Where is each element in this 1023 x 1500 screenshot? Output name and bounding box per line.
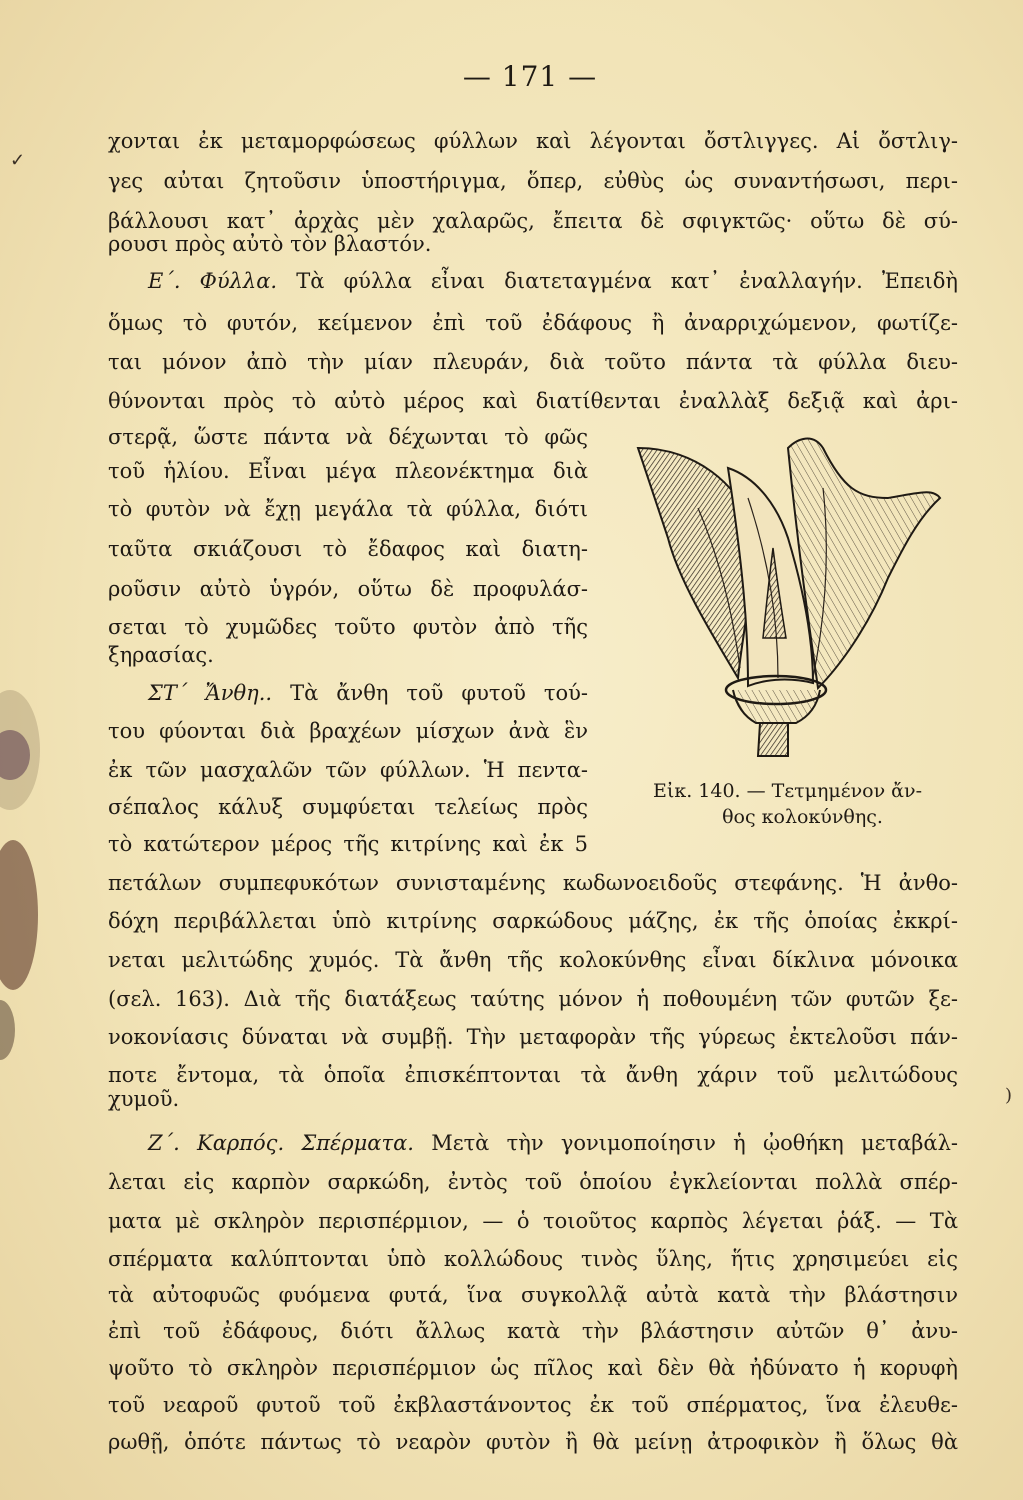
text-line: θύνονται πρὸς τὸ αὐτὸ μέρος καὶ διατίθενται ἐναλλὰξ δεξιᾷ καὶ ἀρι- [108, 389, 958, 413]
text-line: ἐκ τῶν μασχαλῶν τῶν φύλλων. Ἡ πεντα- [108, 758, 588, 782]
text-line: του φύονται διὰ βραχέων μίσχων ἀνὰ ἓν [108, 719, 588, 743]
text-line: τοῦ ἡλίου. Εἶναι μέγα πλεονέκτημα διὰ [108, 459, 588, 483]
caption-line: θος κολοκύνθης. [722, 806, 883, 828]
text-line: τὸ κατώτερον μέρος τῆς κιτρίνης καὶ ἐκ 5 [108, 832, 588, 856]
calyx-body [733, 690, 820, 723]
text-line: ταῦτα σκιάζουσι τὸ ἔδαφος καὶ διατη- [108, 537, 588, 561]
section-st-heading: ΣΤ΄ Ἄνθη.. [148, 681, 273, 705]
margin-mark: ) [1005, 1085, 1013, 1106]
text-line: ται μόνον ἀπὸ τὴν μίαν πλευράν, διὰ τοῦτο πάντα τὰ φύλλα διευ- [108, 350, 958, 374]
text-span: Τὰ ἄνθη τοῦ φυτοῦ τού- [290, 681, 588, 705]
page-number: — 171 — [462, 60, 598, 93]
text-line: τοῦ νεαροῦ φυτοῦ τοῦ ἐκβλαστάνοντος ἐκ τοῦ σπέρματος, ἵνα ἐλευθε- [108, 1393, 958, 1417]
text-line: δόχη περιβάλλεται ὑπὸ κιτρίνης σαρκώδους μάζης, ἐκ τῆς ὁποίας ἐκκρί- [108, 909, 958, 933]
text-line: σεται τὸ χυμῶδες τοῦτο φυτὸν ἀπὸ τῆς [108, 615, 588, 639]
stain-mark [0, 1000, 15, 1060]
text-line: χυμοῦ. [108, 1087, 180, 1111]
text-line: ψοῦτο τὸ σκληρὸν περισπέρμιον ὡς πῖλος καὶ δὲν θὰ ἠδύνατο ἡ κορυφὴ [108, 1356, 958, 1380]
text-line: στερᾷ, ὥστε πάντα νὰ δέχωνται τὸ φῶς [108, 425, 588, 449]
text-line: ρωθῇ, ὁπότε πάντως τὸ νεαρὸν φυτὸν ἢ θὰ μείνῃ ἀτροφικὸν ἢ ὅλως θὰ [108, 1430, 958, 1454]
text-span: Τὰ φύλλα εἶναι διατεταγμένα κατ᾽ ἐναλλαγήν. Ἐπειδὴ [296, 269, 958, 293]
text-line: ροῦσιν αὐτὸ ὑγρόν, οὕτω δὲ προφυλάσ- [108, 577, 588, 601]
text-line: χονται ἐκ μεταμορφώσεως φύλλων καὶ λέγονται ὄστλιγγες. Αἱ ὄστλιγ- [108, 129, 958, 153]
text-line: τὸ φυτὸν νὰ ἔχῃ μεγάλα τὰ φύλλα, διότι [108, 497, 588, 521]
text-line: ὅμως τὸ φυτόν, κείμενον ἐπὶ τοῦ ἐδάφους ἢ ἀναρριχώμενον, φωτίζε- [108, 311, 958, 335]
text-line: ματα μὲ σκληρὸν περισπέρμιον, — ὁ τοιοῦτος καρπὸς λέγεται ῥάξ. — Τὰ [108, 1209, 958, 1233]
section-st-first-line [148, 678, 588, 708]
stain-mark [0, 840, 38, 990]
text-line: (σελ. 163). Διὰ τῆς διατάξεως ταύτης μόνον ἡ ποθουμένη τῶν φυτῶν ξε- [108, 987, 958, 1011]
text-line: νεται μελιτώδης χυμός. Τὰ ἄνθη τῆς κολοκύνθης εἶναι δίκλινα μόνοικα [108, 948, 958, 972]
text-span: Μετὰ τὴν γονιμοποίησιν ἡ ᾠοθήκη μεταβάλ- [431, 1131, 958, 1155]
margin-mark: ✓ [10, 150, 26, 171]
section-e-heading: Ε΄. Φύλλα. [148, 269, 278, 293]
squash-flower-engraving [628, 428, 950, 758]
section-z-first-line [148, 1128, 958, 1158]
text-line: ρουσι πρὸς αὐτὸ τὸν βλαστόν. [108, 232, 432, 256]
text-line: ἐπὶ τοῦ ἐδάφους, διότι ἄλλως κατὰ τὴν βλάστησιν αὐτῶν θ᾽ ἀνυ- [108, 1319, 958, 1343]
text-line: λεται εἰς καρπὸν σαρκώδη, ἐντὸς τοῦ ὁποίου ἐγκλείονται πολλὰ σπέρ- [108, 1170, 958, 1194]
section-e-first-line [148, 266, 958, 296]
text-line: ποτε ἔντομα, τὰ ὁποῖα ἐπισκέπτονται τὰ ἄνθη χάριν τοῦ μελιτώδους [108, 1063, 958, 1087]
text-line: πετάλων συμπεφυκότων συνισταμένης κωδωνοειδοῦς στεφάνης. Ἡ ἀνθο- [108, 871, 958, 895]
text-line: νοκονίασις δύναται νὰ συμβῇ. Τὴν μεταφορὰν τῆς γύρεως ἐκτελοῦσι πάν- [108, 1025, 958, 1049]
text-line: βάλλουσι κατ᾽ ἀρχὰς μὲν χαλαρῶς, ἔπειτα δὲ σφιγκτῶς· οὕτω δὲ σύ- [108, 209, 958, 233]
text-line: γες αὐται ζητοῦσιν ὑποστήριγμα, ὅπερ, εὐθὺς ὡς συναντήσωσι, περι- [108, 169, 958, 193]
text-line: ξηρασίας. [108, 643, 214, 667]
text-line: σπέρματα καλύπτονται ὑπὸ κολλώδους τινὸς ὕλης, ἥτις χρησιμεύει εἰς [108, 1247, 958, 1271]
figure-caption [620, 778, 955, 830]
text-line: τὰ αὐτοφυῶς φυόμενα φυτά, ἵνα συγκολλᾷ αὐτὰ κατὰ τὴν βλάστησιν [108, 1283, 958, 1307]
text-line: σέπαλος κάλυξ συμφύεται τελείως πρὸς [108, 795, 588, 819]
flower-stalk [758, 723, 788, 756]
section-z-heading: Ζ΄. Καρπός. Σπέρματα. [148, 1131, 414, 1155]
caption-line: Εἰκ. 140. — Τετμημένον ἄν- [653, 780, 922, 802]
